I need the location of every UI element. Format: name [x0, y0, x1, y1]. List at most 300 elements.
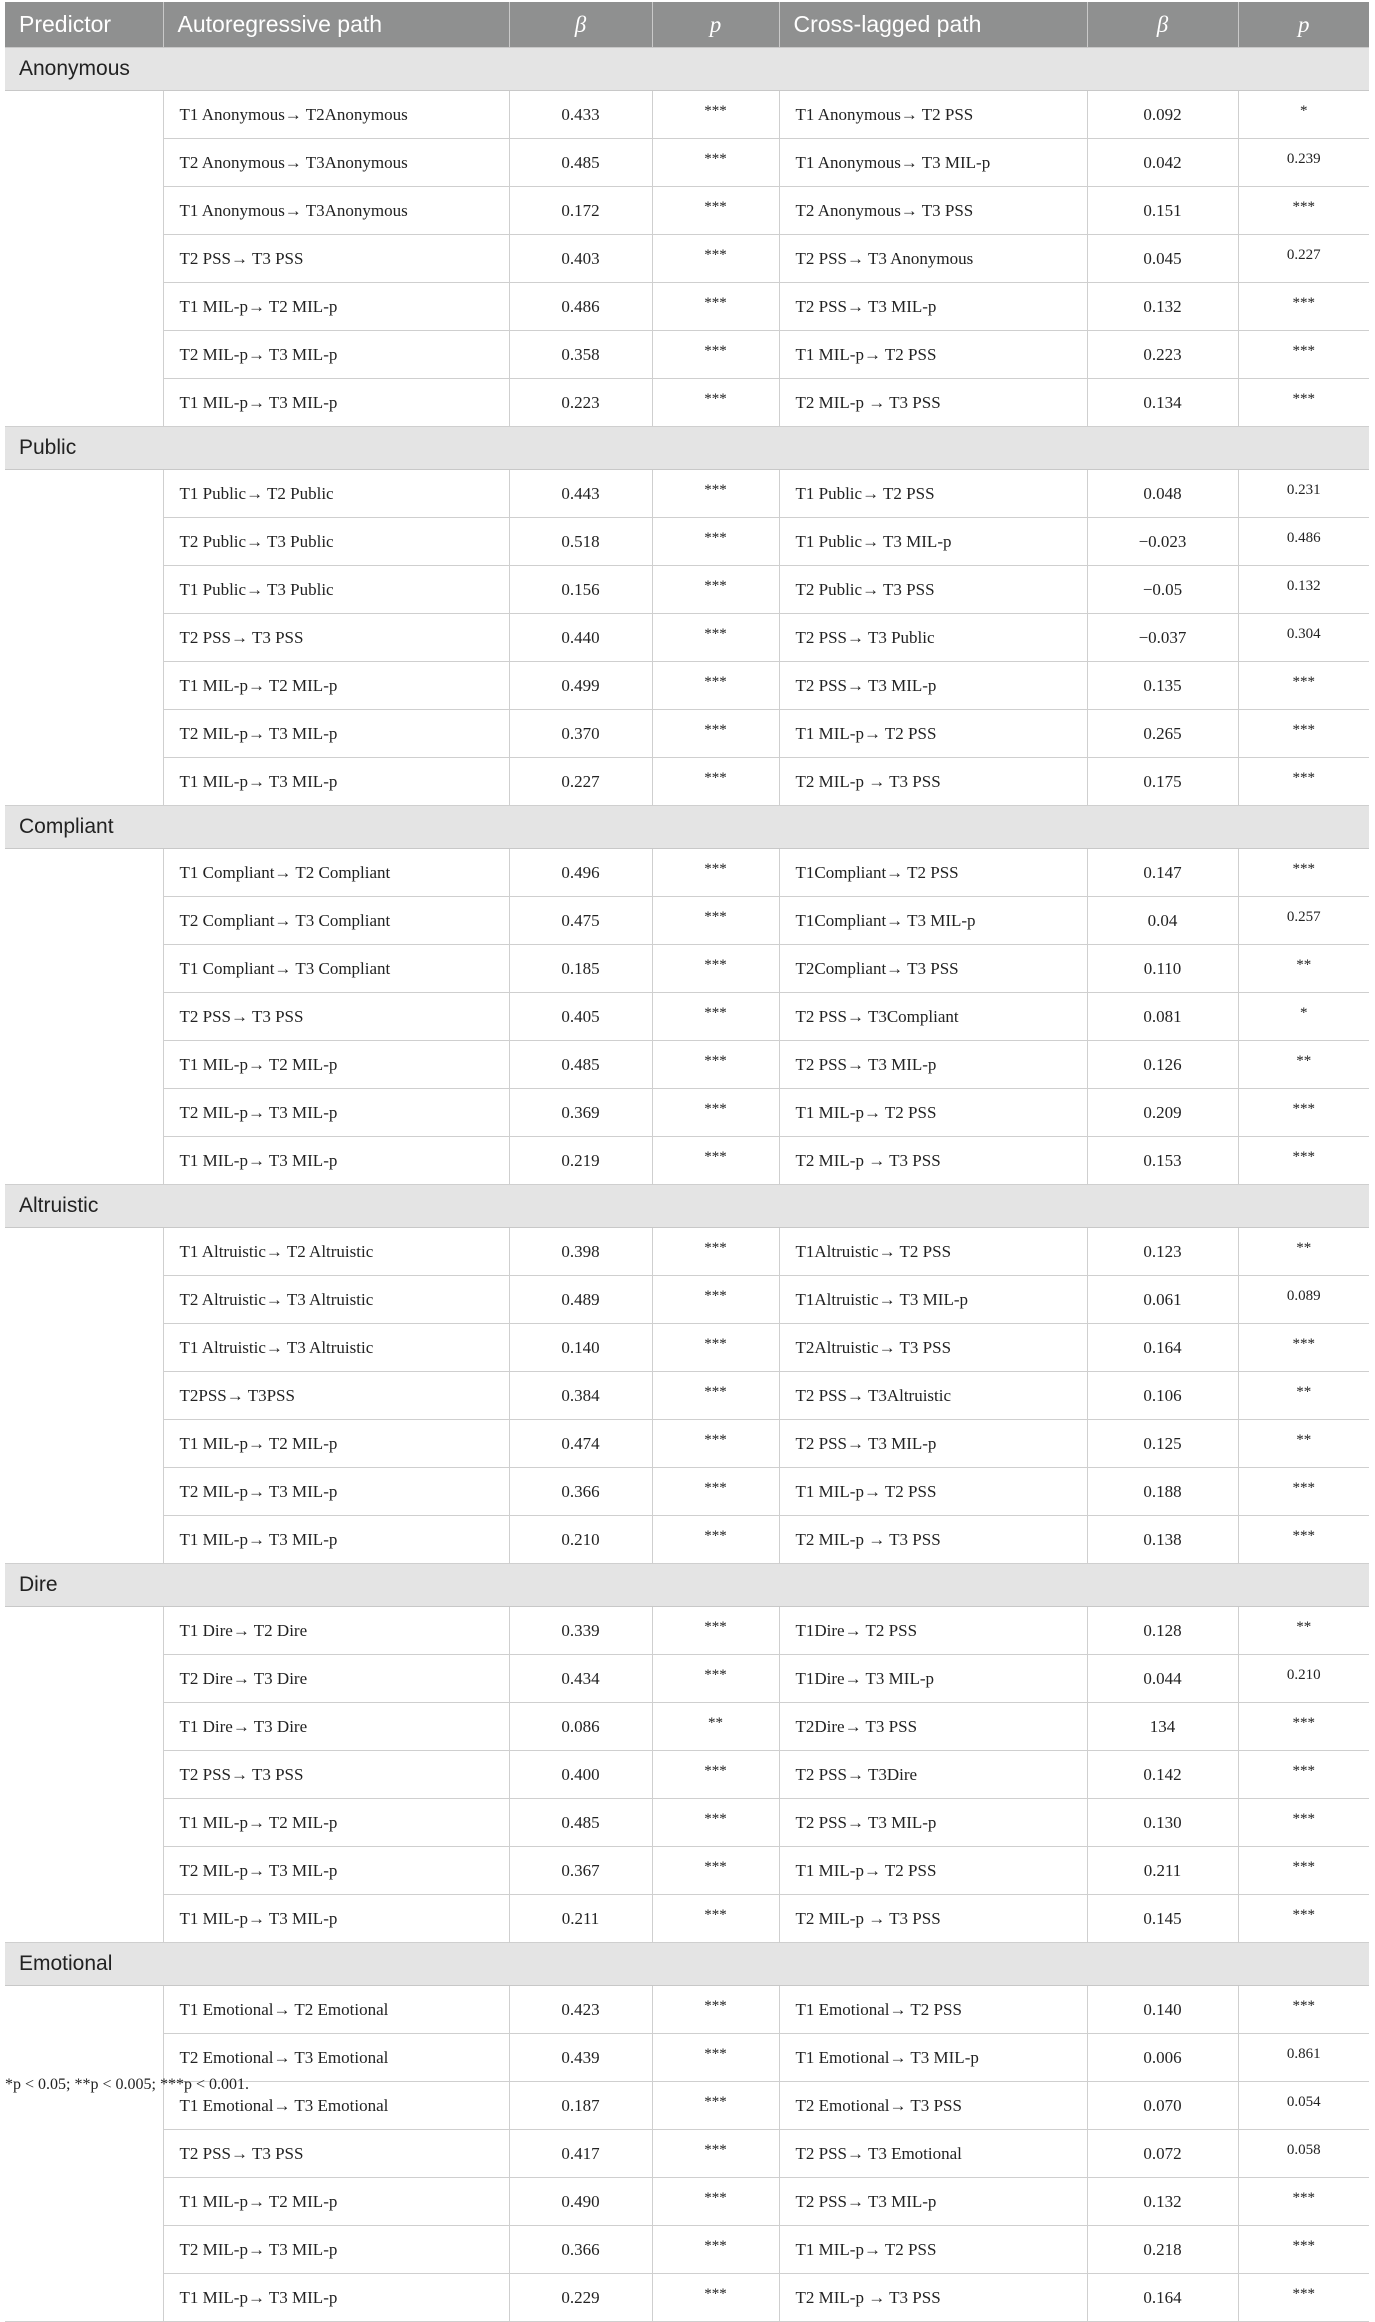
predictor-blank-cell — [5, 758, 163, 806]
table-row — [5, 235, 1369, 283]
predictor-blank-cell — [5, 1986, 163, 2034]
autoregressive-p-cell: *** — [652, 2082, 779, 2130]
autoregressive-beta-cell: 0.490 — [509, 2178, 652, 2226]
autoregressive-beta-cell: 0.485 — [509, 1799, 652, 1847]
predictor-blank-cell — [5, 1847, 163, 1895]
cross-lagged-beta-cell: 0.135 — [1087, 662, 1238, 710]
cross-lagged-beta-cell: 0.044 — [1087, 1655, 1238, 1703]
autoregressive-p-cell: *** — [652, 566, 779, 614]
autoregressive-p-cell: *** — [652, 1607, 779, 1655]
autoregressive-beta-cell: 0.366 — [509, 1468, 652, 1516]
autoregressive-path-cell: T1 Compliant→ T2 Compliant — [163, 849, 509, 897]
table-row — [5, 897, 1369, 945]
autoregressive-p-cell: *** — [652, 1986, 779, 2034]
cross-lagged-p-cell: ** — [1238, 1607, 1369, 1655]
cross-lagged-beta-cell: 0.142 — [1087, 1751, 1238, 1799]
autoregressive-p-cell: *** — [652, 1324, 779, 1372]
header-beta-autoregressive: β — [509, 2, 652, 48]
cross-lagged-path-cell: T2 MIL-p → T3 PSS — [779, 379, 1087, 427]
table-row — [5, 331, 1369, 379]
autoregressive-path-cell: T1 Compliant→ T3 Compliant — [163, 945, 509, 993]
cross-lagged-p-cell: ** — [1238, 945, 1369, 993]
autoregressive-beta-cell: 0.223 — [509, 379, 652, 427]
cross-lagged-p-cell: *** — [1238, 758, 1369, 806]
cross-lagged-path-cell: T1 Anonymous→ T3 MIL-p — [779, 139, 1087, 187]
autoregressive-p-cell: *** — [652, 945, 779, 993]
autoregressive-beta-cell: 0.405 — [509, 993, 652, 1041]
table-body — [5, 48, 1369, 2322]
cross-lagged-p-cell: *** — [1238, 1089, 1369, 1137]
header-cross-lagged-path: Cross-lagged path — [779, 2, 1087, 48]
predictor-blank-cell — [5, 2274, 163, 2322]
cross-lagged-p-cell: 0.227 — [1238, 235, 1369, 283]
autoregressive-p-cell: *** — [652, 993, 779, 1041]
predictor-blank-cell — [5, 283, 163, 331]
cross-lagged-path-cell: T2 PSS→ T3 MIL-p — [779, 1799, 1087, 1847]
autoregressive-beta-cell: 0.358 — [509, 331, 652, 379]
table-row — [5, 993, 1369, 1041]
group-header-row — [5, 427, 1369, 470]
autoregressive-p-cell: *** — [652, 235, 779, 283]
cross-lagged-path-cell: T2 PSS→ T3Altruistic — [779, 1372, 1087, 1420]
table-row — [5, 2274, 1369, 2322]
autoregressive-path-cell: T2 PSS→ T3 PSS — [163, 1751, 509, 1799]
cross-lagged-p-cell: *** — [1238, 1986, 1369, 2034]
cross-lagged-p-cell: 0.058 — [1238, 2130, 1369, 2178]
cross-lagged-p-cell: *** — [1238, 1137, 1369, 1185]
autoregressive-path-cell: T1 Dire→ T2 Dire — [163, 1607, 509, 1655]
cross-lagged-beta-cell: 0.128 — [1087, 1607, 1238, 1655]
predictor-blank-cell — [5, 470, 163, 518]
header-beta-cross-lagged: β — [1087, 2, 1238, 48]
autoregressive-path-cell: T1 Emotional→ T3 Emotional — [163, 2082, 509, 2130]
autoregressive-p-cell: *** — [652, 1895, 779, 1943]
autoregressive-path-cell: T1 Anonymous→ T3Anonymous — [163, 187, 509, 235]
cross-lagged-path-cell: T1Compliant→ T2 PSS — [779, 849, 1087, 897]
cross-lagged-path-cell: T2 PSS→ T3 MIL-p — [779, 1041, 1087, 1089]
table-row — [5, 1089, 1369, 1137]
cross-lagged-beta-cell: 0.151 — [1087, 187, 1238, 235]
table-row — [5, 1468, 1369, 1516]
predictor-blank-cell — [5, 1799, 163, 1847]
predictor-blank-cell — [5, 1228, 163, 1276]
cross-lagged-p-cell: *** — [1238, 331, 1369, 379]
autoregressive-beta-cell: 0.187 — [509, 2082, 652, 2130]
cross-lagged-path-cell: T2 MIL-p → T3 PSS — [779, 1137, 1087, 1185]
table-row — [5, 1516, 1369, 1564]
table-row — [5, 1137, 1369, 1185]
table-row — [5, 2034, 1369, 2082]
cross-lagged-path-cell: T2 PSS→ T3 MIL-p — [779, 283, 1087, 331]
cross-lagged-beta-cell: 0.211 — [1087, 1847, 1238, 1895]
autoregressive-beta-cell: 0.400 — [509, 1751, 652, 1799]
autoregressive-beta-cell: 0.367 — [509, 1847, 652, 1895]
table-row — [5, 566, 1369, 614]
cross-lagged-path-cell: T1Altruistic→ T2 PSS — [779, 1228, 1087, 1276]
autoregressive-beta-cell: 0.339 — [509, 1607, 652, 1655]
autoregressive-p-cell: *** — [652, 1420, 779, 1468]
autoregressive-beta-cell: 0.475 — [509, 897, 652, 945]
cross-lagged-p-cell: 0.304 — [1238, 614, 1369, 662]
table-row — [5, 139, 1369, 187]
cross-lagged-beta-cell: 0.070 — [1087, 2082, 1238, 2130]
autoregressive-path-cell: T1 MIL-p→ T2 MIL-p — [163, 1041, 509, 1089]
cross-lagged-path-cell: T1 Emotional→ T2 PSS — [779, 1986, 1087, 2034]
cross-lagged-beta-cell: 0.092 — [1087, 91, 1238, 139]
autoregressive-path-cell: T1 MIL-p→ T3 MIL-p — [163, 758, 509, 806]
cross-lagged-path-cell: T2 PSS→ T3 MIL-p — [779, 662, 1087, 710]
table-row — [5, 1751, 1369, 1799]
cross-lagged-p-cell: *** — [1238, 283, 1369, 331]
predictor-blank-cell — [5, 91, 163, 139]
cross-lagged-beta-cell: −0.037 — [1087, 614, 1238, 662]
autoregressive-path-cell: T2 Compliant→ T3 Compliant — [163, 897, 509, 945]
header-p-cross-lagged: p — [1238, 2, 1369, 48]
autoregressive-p-cell: *** — [652, 897, 779, 945]
cross-lagged-beta-cell: −0.023 — [1087, 518, 1238, 566]
cross-lagged-p-cell: *** — [1238, 1799, 1369, 1847]
autoregressive-path-cell: T1 MIL-p→ T3 MIL-p — [163, 1137, 509, 1185]
autoregressive-p-cell: *** — [652, 1799, 779, 1847]
cross-lagged-p-cell: 0.231 — [1238, 470, 1369, 518]
autoregressive-p-cell: *** — [652, 379, 779, 427]
cross-lagged-beta-cell: 0.265 — [1087, 710, 1238, 758]
cross-lagged-beta-cell: 0.110 — [1087, 945, 1238, 993]
predictor-blank-cell — [5, 945, 163, 993]
autoregressive-path-cell: T2 MIL-p→ T3 MIL-p — [163, 1468, 509, 1516]
table-row — [5, 91, 1369, 139]
predictor-blank-cell — [5, 1655, 163, 1703]
cross-lagged-path-cell: T2 PSS→ T3 MIL-p — [779, 1420, 1087, 1468]
autoregressive-beta-cell: 0.210 — [509, 1516, 652, 1564]
autoregressive-beta-cell: 0.489 — [509, 1276, 652, 1324]
cross-lagged-p-cell: *** — [1238, 1751, 1369, 1799]
cross-lagged-p-cell: 0.210 — [1238, 1655, 1369, 1703]
cross-lagged-beta-cell: 0.134 — [1087, 379, 1238, 427]
cross-lagged-path-cell: T2 PSS→ T3Dire — [779, 1751, 1087, 1799]
predictor-blank-cell — [5, 379, 163, 427]
table-row — [5, 2130, 1369, 2178]
header-p-autoregressive: p — [652, 2, 779, 48]
cross-lagged-beta-cell: 134 — [1087, 1703, 1238, 1751]
autoregressive-p-cell: *** — [652, 1751, 779, 1799]
autoregressive-path-cell: T1 Public→ T3 Public — [163, 566, 509, 614]
cross-lagged-p-cell: *** — [1238, 662, 1369, 710]
cross-lagged-p-cell: *** — [1238, 1468, 1369, 1516]
autoregressive-p-cell: *** — [652, 187, 779, 235]
cross-lagged-beta-cell: 0.006 — [1087, 2034, 1238, 2082]
cross-lagged-path-cell: T1Dire→ T3 MIL-p — [779, 1655, 1087, 1703]
cross-lagged-beta-cell: 0.048 — [1087, 470, 1238, 518]
cross-lagged-beta-cell: 0.145 — [1087, 1895, 1238, 1943]
header-autoregressive-path: Autoregressive path — [163, 2, 509, 48]
cross-lagged-beta-cell: 0.175 — [1087, 758, 1238, 806]
autoregressive-path-cell: T2 Dire→ T3 Dire — [163, 1655, 509, 1703]
autoregressive-p-cell: *** — [652, 2034, 779, 2082]
autoregressive-beta-cell: 0.384 — [509, 1372, 652, 1420]
autoregressive-path-cell: T1 Dire→ T3 Dire — [163, 1703, 509, 1751]
autoregressive-beta-cell: 0.172 — [509, 187, 652, 235]
table-row — [5, 187, 1369, 235]
autoregressive-path-cell: T2 MIL-p→ T3 MIL-p — [163, 2226, 509, 2274]
group-label: Public — [5, 427, 1369, 470]
autoregressive-path-cell: T2PSS→ T3PSS — [163, 1372, 509, 1420]
predictor-blank-cell — [5, 1607, 163, 1655]
autoregressive-p-cell: ** — [652, 1703, 779, 1751]
autoregressive-path-cell: T2 PSS→ T3 PSS — [163, 235, 509, 283]
cross-lagged-p-cell: ** — [1238, 1041, 1369, 1089]
cross-lagged-p-cell: *** — [1238, 379, 1369, 427]
autoregressive-p-cell: *** — [652, 758, 779, 806]
autoregressive-path-cell: T2 MIL-p→ T3 MIL-p — [163, 1089, 509, 1137]
autoregressive-p-cell: *** — [652, 1276, 779, 1324]
cross-lagged-path-cell: T2 MIL-p → T3 PSS — [779, 2274, 1087, 2322]
table-row — [5, 2226, 1369, 2274]
cross-lagged-beta-cell: 0.106 — [1087, 1372, 1238, 1420]
cross-lagged-beta-cell: 0.125 — [1087, 1420, 1238, 1468]
cross-lagged-path-cell: T2 Anonymous→ T3 PSS — [779, 187, 1087, 235]
autoregressive-p-cell: *** — [652, 331, 779, 379]
results-table-container — [5, 2, 1369, 2322]
autoregressive-path-cell: T2 MIL-p→ T3 MIL-p — [163, 331, 509, 379]
predictor-blank-cell — [5, 2130, 163, 2178]
table-row — [5, 945, 1369, 993]
group-header-row — [5, 1185, 1369, 1228]
table-row — [5, 1228, 1369, 1276]
predictor-blank-cell — [5, 1089, 163, 1137]
autoregressive-beta-cell: 0.440 — [509, 614, 652, 662]
table-row — [5, 1607, 1369, 1655]
autoregressive-p-cell: *** — [652, 91, 779, 139]
autoregressive-p-cell: *** — [652, 1137, 779, 1185]
cross-lagged-beta-cell: 0.188 — [1087, 1468, 1238, 1516]
autoregressive-beta-cell: 0.496 — [509, 849, 652, 897]
autoregressive-path-cell: T1 Altruistic→ T2 Altruistic — [163, 1228, 509, 1276]
autoregressive-path-cell: T1 MIL-p→ T2 MIL-p — [163, 662, 509, 710]
autoregressive-path-cell: T2 MIL-p→ T3 MIL-p — [163, 710, 509, 758]
predictor-blank-cell — [5, 1324, 163, 1372]
predictor-blank-cell — [5, 1276, 163, 1324]
predictor-blank-cell — [5, 1137, 163, 1185]
cross-lagged-beta-cell: 0.164 — [1087, 2274, 1238, 2322]
autoregressive-beta-cell: 0.486 — [509, 283, 652, 331]
cross-lagged-path-cell: T2 PSS→ T3Compliant — [779, 993, 1087, 1041]
cross-lagged-p-cell: *** — [1238, 1847, 1369, 1895]
table-row — [5, 1895, 1369, 1943]
autoregressive-path-cell: T1 Altruistic→ T3 Altruistic — [163, 1324, 509, 1372]
autoregressive-path-cell: T1 MIL-p→ T3 MIL-p — [163, 1895, 509, 1943]
cross-lagged-path-cell: T1 MIL-p→ T2 PSS — [779, 1847, 1087, 1895]
group-label: Anonymous — [5, 48, 1369, 91]
predictor-blank-cell — [5, 1516, 163, 1564]
autoregressive-path-cell: T1 MIL-p→ T3 MIL-p — [163, 379, 509, 427]
table-row — [5, 1703, 1369, 1751]
predictor-blank-cell — [5, 1703, 163, 1751]
cross-lagged-p-cell: 0.257 — [1238, 897, 1369, 945]
predictor-blank-cell — [5, 1895, 163, 1943]
table-row — [5, 1041, 1369, 1089]
autoregressive-beta-cell: 0.227 — [509, 758, 652, 806]
cross-lagged-beta-cell: 0.130 — [1087, 1799, 1238, 1847]
cross-lagged-path-cell: T1Altruistic→ T3 MIL-p — [779, 1276, 1087, 1324]
predictor-blank-cell — [5, 849, 163, 897]
autoregressive-beta-cell: 0.369 — [509, 1089, 652, 1137]
cross-lagged-path-cell: T2 PSS→ T3 Public — [779, 614, 1087, 662]
autoregressive-p-cell: *** — [652, 2226, 779, 2274]
cross-lagged-path-cell: T1 MIL-p→ T2 PSS — [779, 710, 1087, 758]
cross-lagged-path-cell: T2Dire→ T3 PSS — [779, 1703, 1087, 1751]
autoregressive-path-cell: T1 MIL-p→ T2 MIL-p — [163, 2178, 509, 2226]
cross-lagged-beta-cell: 0.223 — [1087, 331, 1238, 379]
predictor-blank-cell — [5, 1041, 163, 1089]
predictor-blank-cell — [5, 2178, 163, 2226]
cross-lagged-beta-cell: −0.05 — [1087, 566, 1238, 614]
cross-lagged-path-cell: T2 MIL-p → T3 PSS — [779, 1516, 1087, 1564]
autoregressive-p-cell: *** — [652, 710, 779, 758]
cross-lagged-path-cell: T1Compliant→ T3 MIL-p — [779, 897, 1087, 945]
cross-lagged-path-cell: T1 MIL-p→ T2 PSS — [779, 1089, 1087, 1137]
cross-lagged-p-cell: 0.054 — [1238, 2082, 1369, 2130]
group-label: Compliant — [5, 806, 1369, 849]
cross-lagged-beta-cell: 0.138 — [1087, 1516, 1238, 1564]
cross-lagged-p-cell: ** — [1238, 1372, 1369, 1420]
cross-lagged-path-cell: T1Dire→ T2 PSS — [779, 1607, 1087, 1655]
cross-lagged-p-cell: *** — [1238, 1324, 1369, 1372]
autoregressive-beta-cell: 0.439 — [509, 2034, 652, 2082]
cross-lagged-path-cell: T2Altruistic→ T3 PSS — [779, 1324, 1087, 1372]
cross-lagged-p-cell: 0.089 — [1238, 1276, 1369, 1324]
autoregressive-beta-cell: 0.518 — [509, 518, 652, 566]
table-row — [5, 283, 1369, 331]
cross-lagged-path-cell: T2 PSS→ T3 Anonymous — [779, 235, 1087, 283]
autoregressive-beta-cell: 0.185 — [509, 945, 652, 993]
autoregressive-beta-cell: 0.499 — [509, 662, 652, 710]
table-row — [5, 2178, 1369, 2226]
group-header-row — [5, 806, 1369, 849]
group-header-row — [5, 1943, 1369, 1986]
cross-lagged-p-cell: 0.486 — [1238, 518, 1369, 566]
group-label: Emotional — [5, 1943, 1369, 1986]
table-row — [5, 758, 1369, 806]
cross-lagged-p-cell: *** — [1238, 1895, 1369, 1943]
cross-lagged-beta-cell: 0.153 — [1087, 1137, 1238, 1185]
table-row — [5, 1276, 1369, 1324]
cross-lagged-p-cell: ** — [1238, 1228, 1369, 1276]
autoregressive-p-cell: *** — [652, 139, 779, 187]
cross-lagged-path-cell: T2 MIL-p → T3 PSS — [779, 1895, 1087, 1943]
autoregressive-beta-cell: 0.423 — [509, 1986, 652, 2034]
cross-lagged-beta-cell: 0.081 — [1087, 993, 1238, 1041]
predictor-blank-cell — [5, 2226, 163, 2274]
cross-lagged-p-cell: *** — [1238, 849, 1369, 897]
cross-lagged-beta-cell: 0.209 — [1087, 1089, 1238, 1137]
predictor-blank-cell — [5, 566, 163, 614]
cross-lagged-path-cell: T1 MIL-p→ T2 PSS — [779, 2226, 1087, 2274]
predictor-blank-cell — [5, 993, 163, 1041]
predictor-blank-cell — [5, 1468, 163, 1516]
cross-lagged-p-cell: 0.239 — [1238, 139, 1369, 187]
predictor-blank-cell — [5, 139, 163, 187]
autoregressive-beta-cell: 0.229 — [509, 2274, 652, 2322]
table-row — [5, 1655, 1369, 1703]
cross-lagged-path-cell: T1 Anonymous→ T2 PSS — [779, 91, 1087, 139]
cross-lagged-beta-cell: 0.218 — [1087, 2226, 1238, 2274]
group-header-row — [5, 48, 1369, 91]
autoregressive-p-cell: *** — [652, 1041, 779, 1089]
autoregressive-path-cell: T1 Anonymous→ T2Anonymous — [163, 91, 509, 139]
cross-lagged-beta-cell: 0.04 — [1087, 897, 1238, 945]
path-coefficients-table — [5, 2, 1369, 2322]
cross-lagged-path-cell: T2 PSS→ T3 Emotional — [779, 2130, 1087, 2178]
autoregressive-path-cell: T2 MIL-p→ T3 MIL-p — [163, 1847, 509, 1895]
cross-lagged-p-cell: *** — [1238, 2274, 1369, 2322]
cross-lagged-p-cell: * — [1238, 993, 1369, 1041]
cross-lagged-p-cell: ** — [1238, 1420, 1369, 1468]
table-header-row — [5, 2, 1369, 48]
cross-lagged-path-cell: T1 Public→ T2 PSS — [779, 470, 1087, 518]
autoregressive-p-cell: *** — [652, 1847, 779, 1895]
autoregressive-path-cell: T2 Altruistic→ T3 Altruistic — [163, 1276, 509, 1324]
autoregressive-p-cell: *** — [652, 614, 779, 662]
table-row — [5, 710, 1369, 758]
header-predictor: Predictor — [5, 2, 163, 48]
group-header-row — [5, 1564, 1369, 1607]
predictor-blank-cell — [5, 614, 163, 662]
autoregressive-p-cell: *** — [652, 1372, 779, 1420]
predictor-blank-cell — [5, 897, 163, 945]
table-row — [5, 1372, 1369, 1420]
cross-lagged-beta-cell: 0.147 — [1087, 849, 1238, 897]
table-row — [5, 1986, 1369, 2034]
cross-lagged-beta-cell: 0.140 — [1087, 1986, 1238, 2034]
cross-lagged-beta-cell: 0.042 — [1087, 139, 1238, 187]
autoregressive-beta-cell: 0.370 — [509, 710, 652, 758]
table-row — [5, 1324, 1369, 1372]
autoregressive-beta-cell: 0.434 — [509, 1655, 652, 1703]
autoregressive-p-cell: *** — [652, 849, 779, 897]
autoregressive-path-cell: T1 MIL-p→ T2 MIL-p — [163, 1799, 509, 1847]
predictor-blank-cell — [5, 662, 163, 710]
autoregressive-path-cell: T1 MIL-p→ T2 MIL-p — [163, 1420, 509, 1468]
cross-lagged-path-cell: T2 Emotional→ T3 PSS — [779, 2082, 1087, 2130]
cross-lagged-beta-cell: 0.126 — [1087, 1041, 1238, 1089]
cross-lagged-beta-cell: 0.072 — [1087, 2130, 1238, 2178]
autoregressive-beta-cell: 0.140 — [509, 1324, 652, 1372]
autoregressive-beta-cell: 0.485 — [509, 1041, 652, 1089]
table-row — [5, 614, 1369, 662]
cross-lagged-path-cell: T2 Public→ T3 PSS — [779, 566, 1087, 614]
cross-lagged-p-cell: *** — [1238, 710, 1369, 758]
autoregressive-beta-cell: 0.403 — [509, 235, 652, 283]
autoregressive-beta-cell: 0.156 — [509, 566, 652, 614]
cross-lagged-path-cell: T2Compliant→ T3 PSS — [779, 945, 1087, 993]
cross-lagged-path-cell: T1 MIL-p→ T2 PSS — [779, 1468, 1087, 1516]
autoregressive-beta-cell: 0.443 — [509, 470, 652, 518]
autoregressive-path-cell: T2 PSS→ T3 PSS — [163, 993, 509, 1041]
autoregressive-p-cell: *** — [652, 518, 779, 566]
cross-lagged-beta-cell: 0.164 — [1087, 1324, 1238, 1372]
cross-lagged-p-cell: 0.132 — [1238, 566, 1369, 614]
cross-lagged-p-cell: *** — [1238, 1516, 1369, 1564]
autoregressive-path-cell: T2 PSS→ T3 PSS — [163, 2130, 509, 2178]
predictor-blank-cell — [5, 2034, 163, 2082]
cross-lagged-beta-cell: 0.045 — [1087, 235, 1238, 283]
autoregressive-beta-cell: 0.366 — [509, 2226, 652, 2274]
predictor-blank-cell — [5, 1751, 163, 1799]
cross-lagged-path-cell: T2 PSS→ T3 MIL-p — [779, 2178, 1087, 2226]
group-label: Altruistic — [5, 1185, 1369, 1228]
autoregressive-beta-cell: 0.417 — [509, 2130, 652, 2178]
